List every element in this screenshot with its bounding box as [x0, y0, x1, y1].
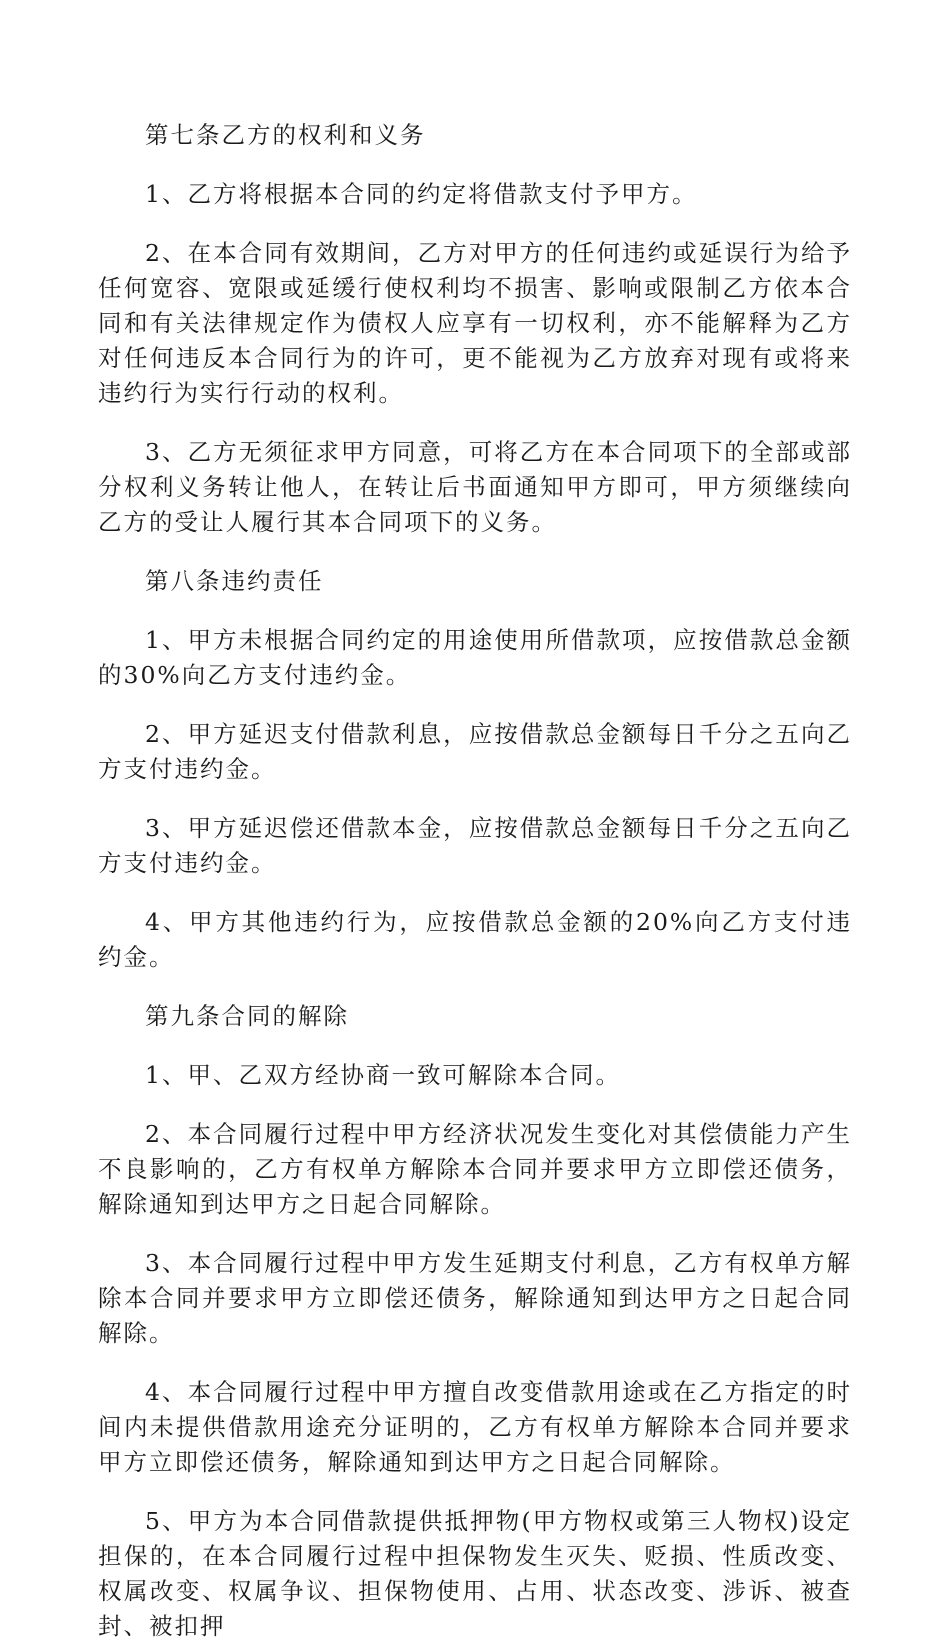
- article-7-clause-2: 2、在本合同有效期间，乙方对甲方的任何违约或延误行为给予任何宽容、宽限或延缓行使权利均不损害、影响或限制乙方依本合同和有关法律规定作为债权人应享有一切权利，亦不能解释为乙方对任何违反本合同行为的许可，更不能视为乙方放弃对现有或将来违约行为实行行动的权利。: [98, 239, 852, 407]
- article-8-clause-2: 2、甲方延迟支付借款利息，应按借款总金额每日千分之五向乙方支付违约金。: [98, 720, 852, 783]
- article-8-clause-1: 1、甲方未根据合同约定的用途使用所借款项，应按借款总金额的30%向乙方支付违约金。: [98, 626, 852, 689]
- article-9-clause-4: 4、本合同履行过程中甲方擅自改变借款用途或在乙方指定的时间内未提供借款用途充分证明的，乙方有权单方解除本合同并要求甲方立即偿还债务，解除通知到达甲方之日起合同解除。: [98, 1378, 852, 1476]
- article-9-clause-2: 2、本合同履行过程中甲方经济状况发生变化对其偿债能力产生不良影响的，乙方有权单方解除本合同并要求甲方立即偿还债务，解除通知到达甲方之日起合同解除。: [98, 1120, 852, 1218]
- article-9-heading: 第九条合同的解除: [145, 1002, 349, 1030]
- article-9-clause-3: 3、本合同履行过程中甲方发生延期支付利息，乙方有权单方解除本合同并要求甲方立即偿还债务，解除通知到达甲方之日起合同解除。: [98, 1249, 852, 1347]
- article-7-clause-3: 3、乙方无须征求甲方同意，可将乙方在本合同项下的全部或部分权利义务转让他人，在转让后书面通知甲方即可，甲方须继续向乙方的受让人履行其本合同项下的义务。: [98, 438, 852, 536]
- article-7-heading: 第七条乙方的权利和义务: [145, 121, 426, 149]
- article-9-clause-1: 1、甲、乙双方经协商一致可解除本合同。: [145, 1061, 621, 1089]
- article-9-clause-5: 5、甲方为本合同借款提供抵押物(甲方物权或第三人物权)设定担保的，在本合同履行过程中担保物发生灭失、贬损、性质改变、权属改变、权属争议、担保物使用、占用、状态改变、涉诉、被查封、被扣押: [98, 1507, 852, 1640]
- article-7-clause-1: 1、乙方将根据本合同的约定将借款支付予甲方。: [145, 180, 698, 208]
- article-8-clause-3: 3、甲方延迟偿还借款本金，应按借款总金额每日千分之五向乙方支付违约金。: [98, 814, 852, 877]
- article-8-clause-4: 4、甲方其他违约行为，应按借款总金额的20%向乙方支付违约金。: [98, 908, 852, 971]
- article-8-heading: 第八条违约责任: [145, 567, 324, 595]
